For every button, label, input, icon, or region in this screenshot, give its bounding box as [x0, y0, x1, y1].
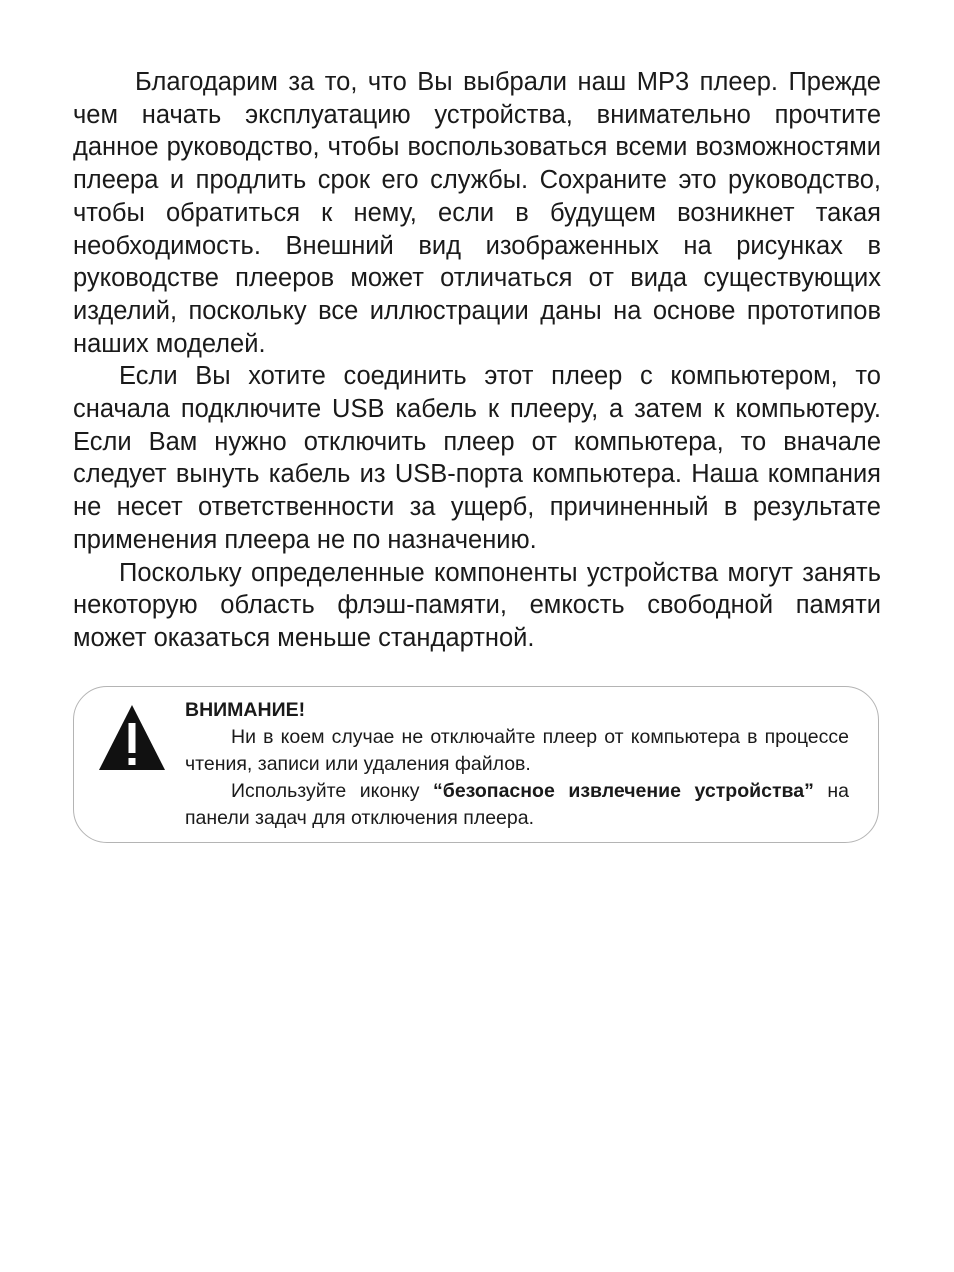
intro-paragraph-1: Благодарим за то, что Вы выбрали наш MP3 плеер. Прежде чем начать эксплуатацию устройства, внимательно прочтите данное руководство, чтобы воспользоваться всеми возможностями плеера и продлить срок его службы. Сохраните это руководство, чтобы обратиться к нему, если в будущем возникнет такая необходимость. Внешний вид изображенных на рисунках в руководстве плееров может отличаться от вида существующих изделий, поскольку все иллюстрации даны на основе прототипов наших моделей. [73, 68, 881, 358]
warning-box [73, 686, 879, 843]
warning-paragraph-1: Ни в коем случае не отключайте плеер от компьютера в процессе чтения, записи или удаления файлов. [185, 726, 849, 775]
intro-section [73, 66, 881, 655]
warning-paragraph-2 [185, 778, 849, 832]
warning-triangle-icon [98, 703, 166, 771]
warning-paragraph-2-before: Используйте иконку [231, 780, 434, 802]
safe-removal-label: “безопасное извлечение устройства” [433, 780, 814, 802]
warning-title: ВНИМАНИЕ! [185, 699, 306, 721]
warning-text [185, 697, 849, 832]
intro-paragraph-3: Поскольку определенные компоненты устройства могут занять некоторую область флэш-памяти, емкость свободной памяти может оказаться меньше стандартной. [73, 558, 881, 652]
intro-paragraph-2: Если Вы хотите соединить этот плеер с компьютером, то сначала подключите USB кабель к плееру, а затем к компьютеру. Если Вам нужно отключить плеер от компьютера, то вначале следует вынуть кабель из USB-порта компьютера. Наша компания не несет ответственности за ущерб, причиненный в результате применения плеера не по назначению. [73, 362, 881, 554]
warning-paragraph-2-after: на панели задач для отключения плеера. [185, 780, 849, 829]
